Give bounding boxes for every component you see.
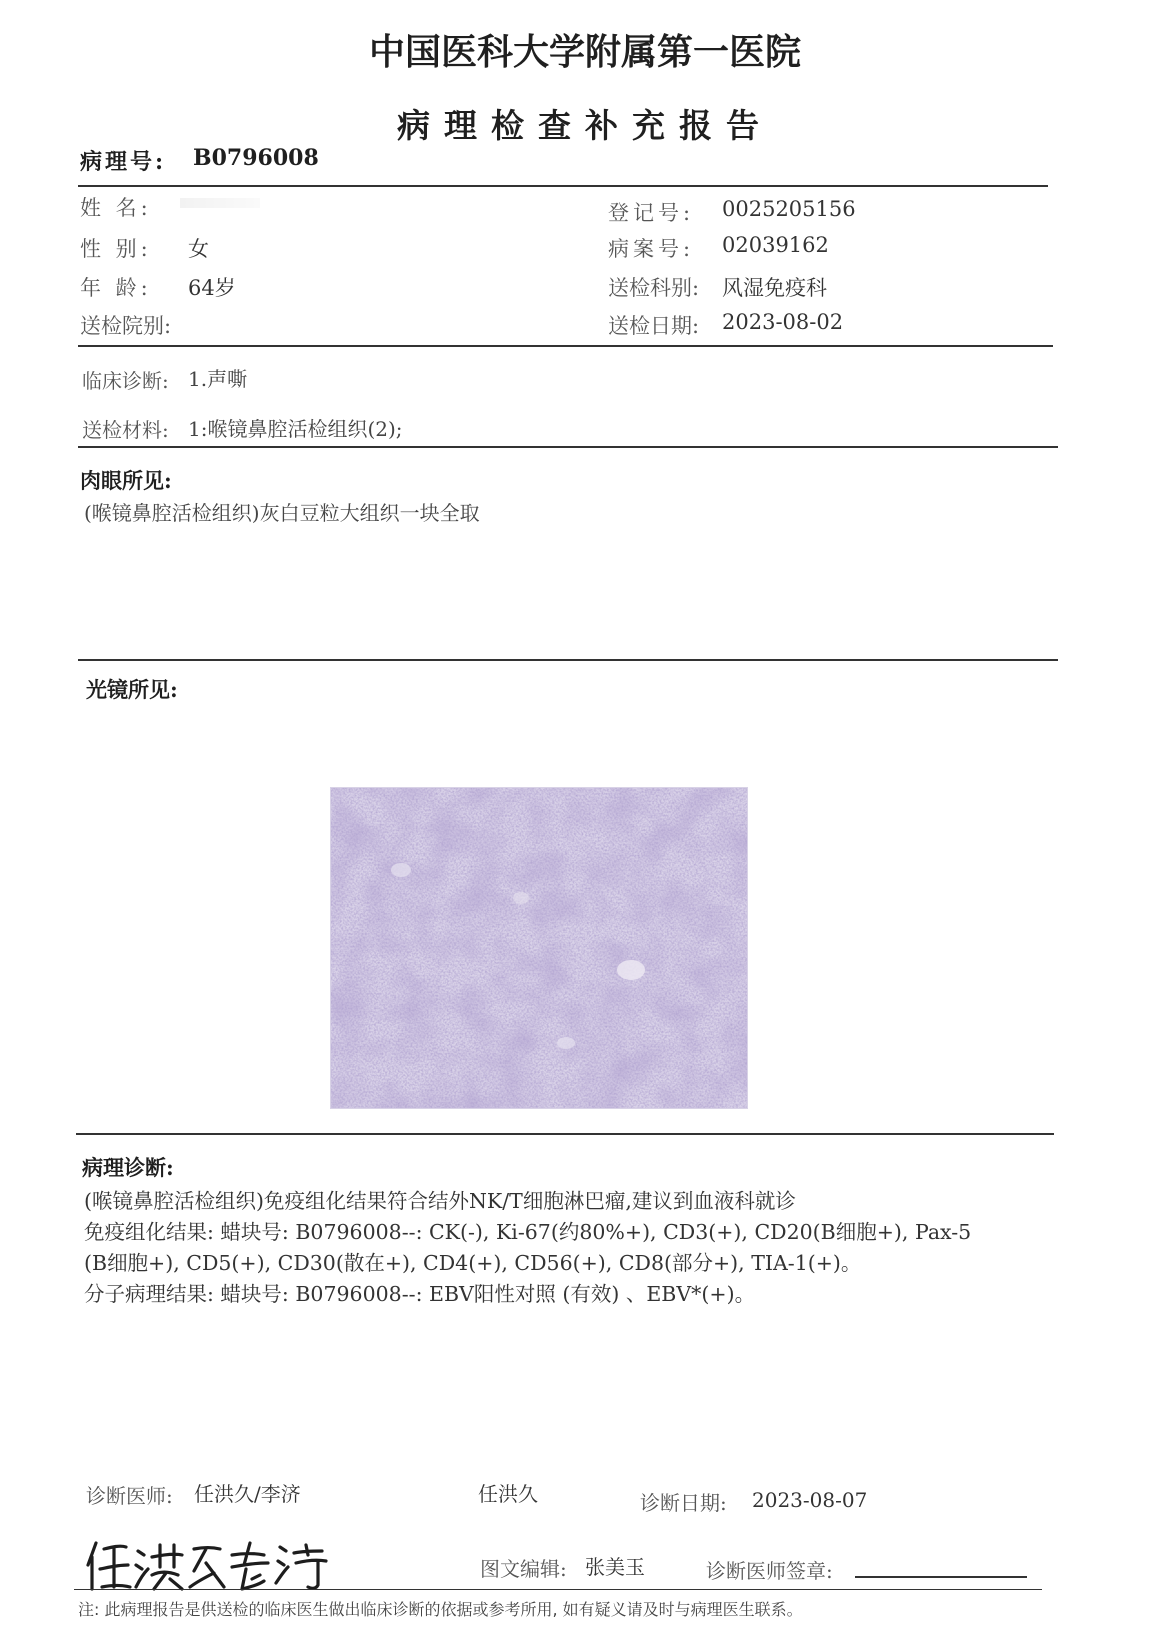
diagnosis-line-2: 免疫组化结果: 蜡块号: B0796008--: CK(-), Ki-67(约80%+), CD3(+), CD20(B细胞+), Pax-5	[84, 1220, 972, 1244]
diagnosing-doctor-label: 诊断医师:	[86, 1484, 173, 1508]
histology-cells	[331, 788, 747, 1108]
pathology-number: B0796008	[193, 145, 319, 171]
header-divider	[78, 185, 1048, 187]
diagnosing-doctors: 任洪久/李济	[194, 1482, 301, 1506]
diagnosis-line-3: (B细胞+), CD5(+), CD30(散在+), CD4(+), CD56(+), CD8(部分+), TIA-1(+)。	[84, 1251, 862, 1275]
histology-image	[330, 787, 748, 1109]
registration-number: 0025205156	[722, 197, 856, 221]
diagnosis-line-1: (喉镜鼻腔活检组织)免疫组化结果符合结外NK/T细胞淋巴瘤,建议到血液科就诊	[84, 1189, 796, 1213]
pathology-diagnosis-label: 病理诊断:	[82, 1155, 174, 1180]
name-label: 姓 名:	[80, 196, 152, 220]
pathology-number-label: 病理号:	[80, 149, 167, 175]
department-label: 送检科别:	[608, 276, 700, 300]
department-value: 风湿免疫科	[722, 276, 827, 300]
diagnosis-line-4: 分子病理结果: 蜡块号: B0796008--: EBV阳性对照 (有效) 、EBV*(+)。	[84, 1282, 756, 1306]
hospital-name: 中国医科大学附属第一医院	[368, 31, 801, 73]
gender-label: 性 别:	[80, 237, 152, 261]
specimen-material: 1:喉镜鼻腔活检组织(2);	[188, 417, 403, 441]
gross-findings-label: 肉眼所见:	[80, 468, 172, 493]
clear-space-3	[557, 1037, 575, 1049]
seal-signature-line	[855, 1576, 1027, 1578]
registration-label: 登记号:	[608, 201, 695, 225]
footer-divider	[74, 1589, 1042, 1590]
gross-divider	[78, 659, 1058, 661]
diagnosis-date-label: 诊断日期:	[640, 1491, 727, 1515]
diagnosis-date: 2023-08-07	[752, 1488, 868, 1512]
age-label: 年 龄:	[80, 276, 152, 300]
gross-findings-text: (喉镜鼻腔活检组织)灰白豆粒大组织一块全取	[84, 501, 480, 525]
clinical-diagnosis-label: 临床诊断:	[82, 369, 169, 393]
age-value: 64岁	[188, 276, 236, 300]
report-title: 病理检查补充报告	[397, 106, 773, 145]
doctor-name-text: 任洪久	[478, 1482, 538, 1506]
handwritten-signature	[82, 1535, 342, 1595]
gender-value: 女	[188, 237, 209, 261]
specimen-label: 送检材料:	[82, 418, 169, 442]
case-number: 02039162	[722, 233, 829, 257]
clear-space-4	[513, 892, 529, 904]
submitting-hospital-label: 送检院别:	[80, 314, 172, 338]
editor-name: 张美玉	[585, 1555, 645, 1579]
footnote: 注: 此病理报告是供送检的临床医生做出临床诊断的依据或参考所用, 如有疑义请及时与病理医生联系。	[78, 1600, 803, 1619]
editor-label: 图文编辑:	[480, 1557, 567, 1581]
name-redacted	[180, 198, 260, 208]
patient-divider	[78, 345, 1053, 347]
clinical-diagnosis: 1.声嘶	[188, 367, 248, 391]
clear-space-1	[617, 960, 645, 980]
microscopy-label: 光镜所见:	[86, 677, 178, 702]
clinical-divider	[78, 446, 1058, 448]
case-number-label: 病案号:	[608, 237, 695, 261]
seal-label: 诊断医师签章:	[706, 1559, 833, 1583]
submission-date: 2023-08-02	[722, 310, 844, 334]
microscopy-divider	[76, 1133, 1054, 1135]
clear-space-2	[391, 863, 411, 877]
submission-date-label: 送检日期:	[608, 314, 700, 338]
